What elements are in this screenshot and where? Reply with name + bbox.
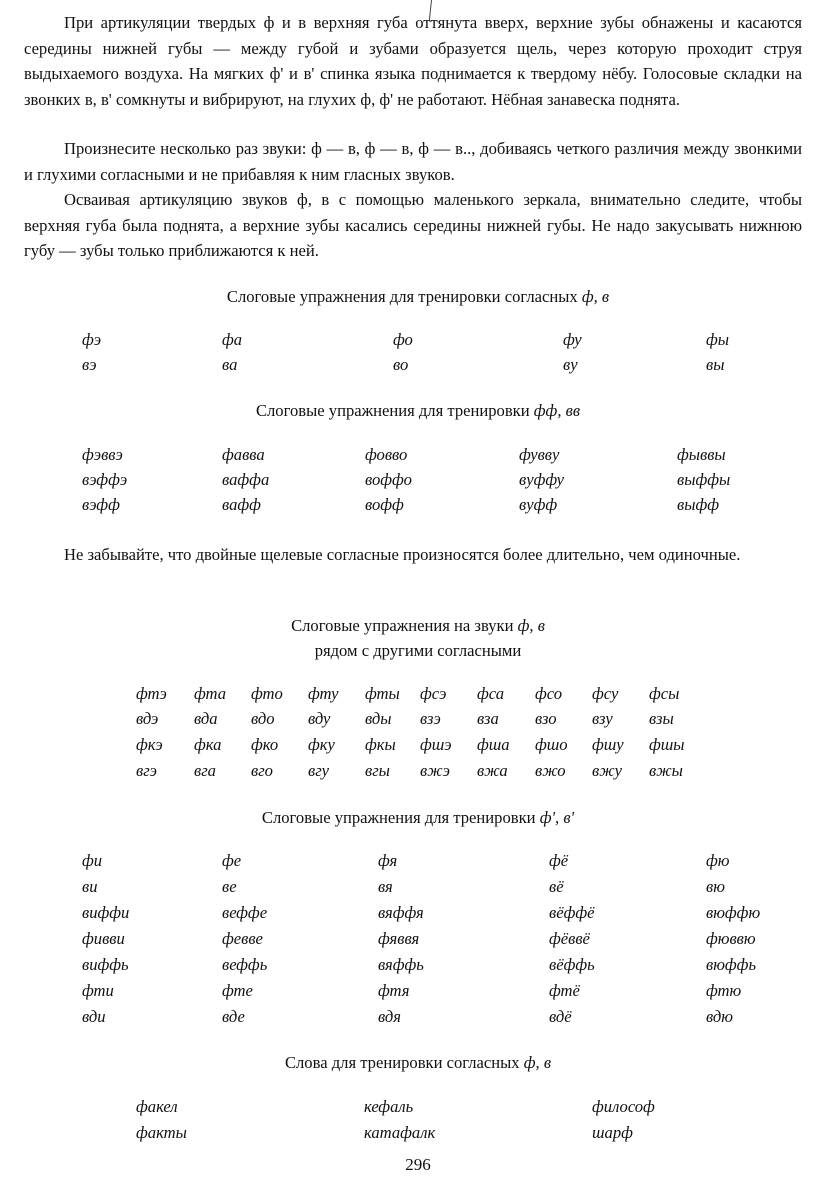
syllable: вжэ [420, 761, 450, 780]
section-4-heading-text: Слоговые упражнения для тренировки [261, 808, 536, 827]
syllable: фто [251, 684, 283, 703]
section-2-heading [0, 398, 836, 423]
syllable: фи [82, 851, 103, 870]
section-3-heading-line-1 [0, 613, 836, 638]
table-row [0, 470, 836, 494]
section-1-heading-text: Слоговые упражнения для тренировки согласных [226, 287, 578, 306]
syllable: фти [82, 981, 114, 1000]
section-1-heading-italic: ф, в [581, 287, 610, 306]
syllable: фя [378, 851, 398, 870]
syllable: фа [222, 330, 243, 349]
word: философ [592, 1097, 655, 1116]
syllable: вафф [222, 495, 261, 514]
syllable: фкэ [136, 735, 163, 754]
word: кефаль [364, 1097, 414, 1116]
section-4-heading [0, 805, 836, 830]
syllable: фте [222, 981, 253, 1000]
table-row [0, 877, 836, 901]
syllable: фсу [592, 684, 619, 703]
syllable: вы [706, 355, 725, 374]
syllable: фувву [519, 445, 560, 464]
section-4-heading-italic: ф', в' [539, 808, 575, 827]
note-paragraph: Не забывайте, что двойные щелевые согласные произносятся более длительно, чем одиночные. [64, 545, 741, 564]
syllable: виффи [82, 903, 130, 922]
syllable: фсы [649, 684, 680, 703]
syllable: вэфф [82, 495, 120, 514]
syllable: фо [393, 330, 413, 349]
syllable: вжа [477, 761, 508, 780]
intro-paragraph-2: Произнесите несколько раз звуки: ф — в, ф — в, ф — в.., добиваясь четкого различия между звонкими и глухими согласными и не прибавляя к ним гласных звуков. [24, 139, 802, 184]
syllable: вёффь [549, 955, 595, 974]
syllable: вуфф [519, 495, 558, 514]
syllable: вдо [251, 709, 275, 728]
syllable: ву [563, 355, 578, 374]
section-5-heading-text: Слова для тренировки согласных [284, 1053, 520, 1072]
syllable: фавва [222, 445, 265, 464]
syllable: фивви [82, 929, 125, 948]
syllable: фёввё [549, 929, 590, 948]
table-row [0, 735, 836, 759]
syllable: фовво [365, 445, 408, 464]
syllable: ве [222, 877, 237, 896]
syllable: вжы [649, 761, 683, 780]
table-row [0, 355, 836, 379]
syllable: вяффь [378, 955, 424, 974]
section-5-heading-italic: ф, в [523, 1053, 552, 1072]
syllable: фку [308, 735, 335, 754]
syllable: фы [706, 330, 730, 349]
word: факты [136, 1123, 187, 1142]
syllable: фэввэ [82, 445, 123, 464]
syllable: ва [222, 355, 238, 374]
syllable: февве [222, 929, 263, 948]
syllable: фшо [535, 735, 568, 754]
syllable: вёффё [549, 903, 595, 922]
table-row [0, 851, 836, 875]
syllable: вофф [365, 495, 404, 514]
syllable: фса [477, 684, 505, 703]
syllable: фюввю [706, 929, 756, 948]
syllable: ваффа [222, 470, 270, 489]
syllable: вды [365, 709, 392, 728]
syllable: вэ [82, 355, 97, 374]
section-3-heading-line-2: рядом с другими согласными [314, 641, 522, 660]
syllable: вдю [706, 1007, 733, 1026]
syllable: фтэ [136, 684, 167, 703]
word: факел [136, 1097, 178, 1116]
syllable: фша [477, 735, 510, 754]
syllable: вю [706, 877, 725, 896]
section-2-heading-text: Слоговые упражнения для тренировки [255, 401, 530, 420]
section-3-heading-italic: ф, в [517, 616, 545, 635]
intro-paragraph-1: При артикуляции твердых ф и в верхняя губа оттянута вверх, верхние зубы обнажены и касаются середины нижней губы — между губой и зубами образуется щель, через которую проходит струя выдыхаемого воздуха. На мягких ф' и в' спинка языка поднимается к твердому нёбу. Голосовые складки на звонких в, в' сомкнуты и вибрируют, на глухих ф, ф' не работают. Нёбная занавеска поднята. [24, 13, 802, 109]
syllable: фкы [365, 735, 396, 754]
syllable: вжу [592, 761, 623, 780]
syllable: фту [308, 684, 339, 703]
table-row [0, 1123, 836, 1147]
syllable: фэ [82, 330, 102, 349]
syllable: вжо [535, 761, 566, 780]
syllable: вюффю [706, 903, 761, 922]
syllable: фшэ [420, 735, 452, 754]
syllable: фшу [592, 735, 624, 754]
syllable: фтя [378, 981, 410, 1000]
word: шарф [592, 1123, 633, 1142]
table-row [0, 903, 836, 927]
syllable: воффо [365, 470, 412, 489]
syllable: фсэ [420, 684, 447, 703]
syllable: фяввя [378, 929, 420, 948]
syllable: фка [194, 735, 222, 754]
syllable: фыввы [677, 445, 726, 464]
section-3-heading-text: Слоговые упражнения на звуки [291, 616, 514, 635]
syllable: взы [649, 709, 674, 728]
section-2-heading-italic: фф, вв [533, 401, 581, 420]
syllable: фшы [649, 735, 685, 754]
syllable: вя [378, 877, 393, 896]
syllable: фсо [535, 684, 563, 703]
syllable: вго [251, 761, 273, 780]
word: катафалк [364, 1123, 436, 1142]
table-row [0, 929, 836, 953]
syllable: вдэ [136, 709, 159, 728]
syllable: вгу [308, 761, 330, 780]
section-5-heading [0, 1050, 836, 1075]
table-row [0, 445, 836, 469]
syllable: виффь [82, 955, 129, 974]
syllable: вди [82, 1007, 106, 1026]
syllable: фта [194, 684, 227, 703]
syllable: вгы [365, 761, 390, 780]
syllable: фе [222, 851, 242, 870]
intro-paragraph-3: Осваивая артикуляцию звуков ф, в с помощью маленького зеркала, внимательно следите, чтобы верхняя губа была поднята, а верхние зубы касались середины нижней губы. Не надо закусывать нижнюю губу — зубы только приближаются к ней. [24, 190, 802, 261]
page-number: 296 [405, 1155, 431, 1174]
table-row [0, 761, 836, 785]
syllable: взэ [420, 709, 441, 728]
section-1-heading [0, 284, 836, 309]
syllable: фтю [706, 981, 742, 1000]
syllable: вдё [549, 1007, 572, 1026]
syllable: вё [549, 877, 564, 896]
syllable: фты [365, 684, 400, 703]
syllable: вду [308, 709, 331, 728]
syllable: фё [549, 851, 569, 870]
syllable: ви [82, 877, 98, 896]
table-row [0, 981, 836, 1005]
syllable: вуффу [519, 470, 564, 489]
syllable: фко [251, 735, 279, 754]
syllable: вга [194, 761, 216, 780]
syllable: взу [592, 709, 613, 728]
syllable: выффы [677, 470, 731, 489]
syllable: вюффь [706, 955, 757, 974]
syllable: вдя [378, 1007, 401, 1026]
syllable: вяффя [378, 903, 424, 922]
syllable: фю [706, 851, 730, 870]
table-row [0, 684, 836, 708]
syllable: веффь [222, 955, 268, 974]
syllable: во [393, 355, 409, 374]
syllable: фу [563, 330, 582, 349]
syllable: фтё [549, 981, 580, 1000]
syllable: вза [477, 709, 499, 728]
syllable: выфф [677, 495, 720, 514]
syllable: вэффэ [82, 470, 128, 489]
table-row [0, 709, 836, 733]
syllable: вгэ [136, 761, 157, 780]
syllable: веффе [222, 903, 268, 922]
table-row [0, 495, 836, 519]
syllable: взо [535, 709, 557, 728]
syllable: вда [194, 709, 218, 728]
table-row [0, 955, 836, 979]
syllable: вде [222, 1007, 245, 1026]
table-row [0, 330, 836, 354]
table-row [0, 1007, 836, 1031]
table-row [0, 1097, 836, 1121]
